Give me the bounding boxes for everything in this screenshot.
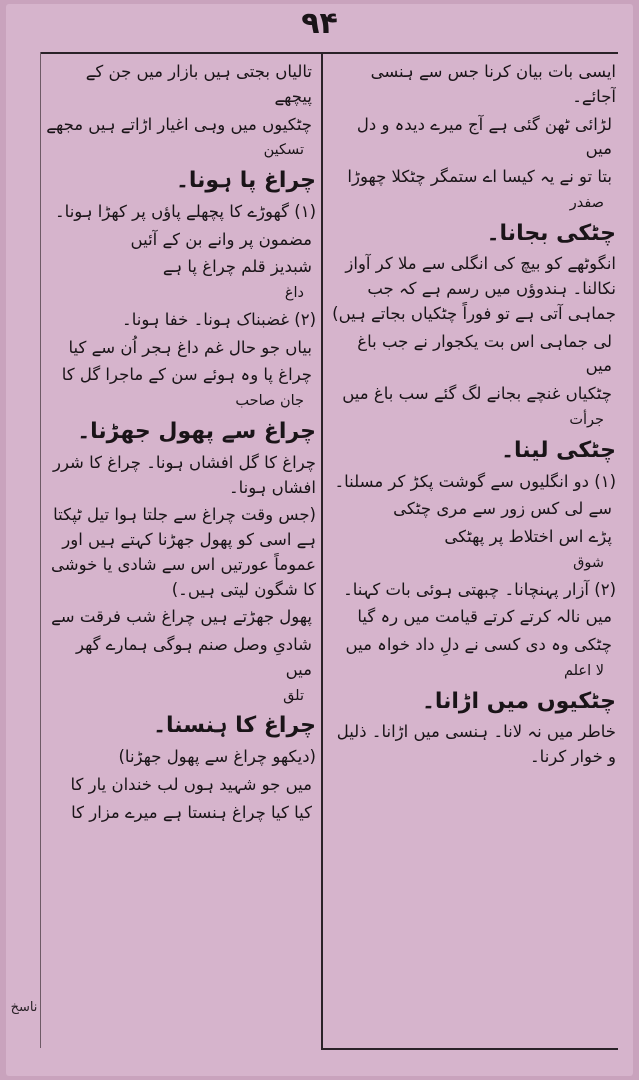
- entry-heading: چٹکی بجانا۔: [486, 220, 616, 246]
- verse-line: چٹکیوں میں وہی اغیار اڑاتے ہیں مجھے: [46, 114, 312, 134]
- column-divider: [321, 52, 323, 1050]
- definition-text: (۱) گھوڑے کا پچھلے پاؤں پر کھڑا ہونا۔: [55, 201, 316, 221]
- entry-heading: چٹکیوں میں اڑانا۔: [421, 688, 616, 714]
- poet-name: شوق: [573, 554, 604, 571]
- verse-line: بیاں جو حال غم داغ ہجر اُن سے کیا: [68, 337, 312, 357]
- entry-heading: چراغ سے پھول جھڑنا۔: [77, 418, 316, 444]
- verse-line: پھول جھڑتے ہیں چراغ شب فرقت سے: [51, 607, 312, 627]
- header-rule: [40, 52, 618, 54]
- verse-line: میں نالہ کرتے کرتے قیامت میں رہ گیا: [357, 607, 612, 627]
- poet-name: صفدر: [569, 194, 604, 211]
- poet-name: تسکین: [263, 142, 304, 159]
- poet-name: جان صاحب: [235, 393, 304, 410]
- entry-heading: چٹکی لینا۔: [501, 437, 616, 463]
- verse-line: لی جماہی اس بت یکجوار نے جب باغ میں: [357, 331, 612, 376]
- verse-line: چٹکی وہ دی کسی نے دلِ داد خواہ میں: [345, 635, 612, 655]
- definition-text: چراغ کا گل افشاں ہونا۔ چراغ کا شرر افشاں ہونا۔: [52, 452, 316, 497]
- verse-line: لڑائی ٹھن گئی ہے آج میرے دیدہ و دل میں: [356, 114, 612, 159]
- verse-line: بتا تو نے یہ کیسا اے ستمگر چٹکلا چھوڑا: [347, 167, 612, 186]
- verse-line: چراغ پا وہ ہوئے سن کے ماجرا گل کا: [61, 365, 312, 385]
- poet-name: داغ: [284, 285, 304, 302]
- left-border-rule: [40, 52, 41, 1048]
- definition-text: (۲) غضبناک ہونا۔ خفا ہونا۔: [122, 309, 316, 329]
- entry-heading: چراغ کا ہنسنا۔: [153, 713, 316, 739]
- definition-text: (جس وقت چراغ سے جلتا ہوا تیل ٹپکتا ہے اسی کو پھول جھڑنا کہتے ہیں اور عموماً عورتیں اس سے شادی یا خوشی کا شگون لیتی ہیں۔): [51, 505, 316, 599]
- verse-line: چٹکیاں غنچے بجانے لگ گئے سب باغ میں: [342, 384, 612, 404]
- verse-line: سے لی کس زور سے مری چٹکی: [393, 499, 612, 519]
- verse-line: تالیاں بجتی ہیں بازار میں جن کے پیچھے: [85, 62, 312, 106]
- poet-name: تلق: [283, 687, 304, 704]
- footer-rule: [322, 1048, 618, 1050]
- margin-note: ناسخ: [10, 1000, 38, 1015]
- entry-heading: چراغ پا ہونا۔: [175, 168, 316, 193]
- definition-text: خاطر میں نہ لانا۔ ہنسی میں اڑانا۔ ذلیل و خوار کرنا۔: [336, 722, 616, 767]
- verse-line: کیا کیا چراغ ہنستا ہے میرے مزار کا: [71, 802, 312, 822]
- left-column: [46, 60, 316, 1040]
- definition-text: (۱) دو انگلیوں سے گوشت پکڑ کر مسلنا۔: [334, 471, 616, 491]
- poet-name: لا اعلم: [563, 662, 604, 679]
- poet-name: جرأت: [569, 411, 604, 428]
- right-column: [330, 60, 616, 1040]
- verse-line: مضمون پر وانے بن کے آئیں: [130, 229, 312, 249]
- verse-line: میں جو شہید ہوں لب خندان یار کا: [70, 774, 312, 794]
- definition-text: (دیکھو چراغ سے پھول جھڑنا): [118, 747, 316, 767]
- verse-line: شادیِ وصل صنم ہوگی ہمارے گھر میں: [75, 635, 312, 679]
- definition-text: انگوٹھے کو بیچ کی انگلی سے ملا کر آواز نکالنا۔ ہندوؤں میں رسم ہے کہ جب جماہی آتی ہے تو فوراً چٹکیاں بجاتے ہیں): [332, 254, 616, 323]
- definition-text: ایسی بات بیان کرنا جس سے ہنسی آجائے۔: [370, 62, 616, 106]
- verse-line: پڑے اس اختلاط پر پھٹکی: [444, 527, 612, 547]
- definition-text: (۲) آزار پہنچانا۔ چبھتی ہوئی بات کہنا۔: [343, 579, 616, 599]
- verse-line: شبدیز قلم چراغ پا ہے: [162, 257, 312, 277]
- page-number: ۹۴: [301, 6, 338, 41]
